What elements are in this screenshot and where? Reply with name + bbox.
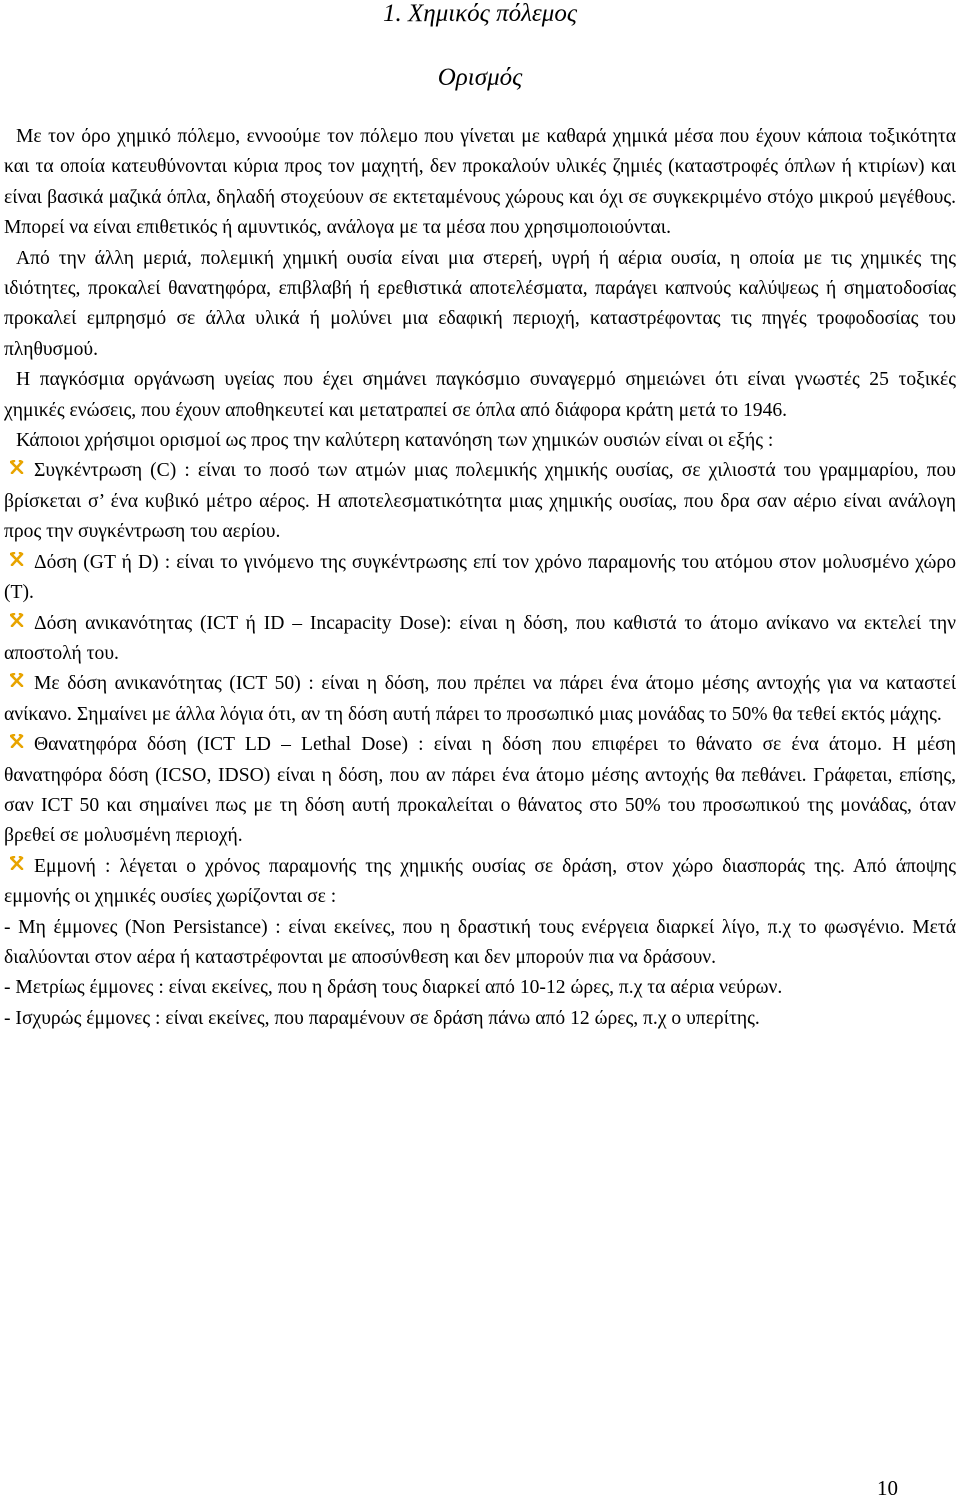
definition-item [4,730,956,852]
chapter-title: 1. Χημικός πόλεμος [383,0,577,27]
paragraph-chemical-agent: Από την άλλη μεριά, πολεμική χημική ουσία είναι μια στερεή, υγρή ή αέρια ουσία, η οποία με τις χημικές της ιδιότητες, προκαλεί θανατηφόρα, επιβλαβή ή ερεθιστικά αποτελέσματα, παράγει καπνούς καλύψεως ή σηματοδοσίας προκαλεί εμπρησμό σε άλλα υλικά ή μολύνει μια εδαφική περιοχή, καταστρέφοντας τις πηγές τροφοδοσίας του πληθυσμού. [4,247,956,360]
definition-text: Δόση ανικανότητας (ICT ή ID – Incapacity Dose): είναι η δόση, που καθιστά το άτομο ανίκανο να εκτελεί την αποστολή του. [4,612,956,664]
definition-text: Δόση (GT ή D) : είναι το γινόμενο της συγκέντρωσης επί τον χρόνο παραμονής του ατόμου στον μολυσμένο χώρο (T). [4,551,956,604]
document-body [4,122,956,1034]
paragraph-definitions-intro: Κάποιοι χρήσιμοι ορισμοί ως προς την καλύτερη κατανόηση των χημικών ουσιών είναι οι εξής : [16,430,774,452]
definition-item [4,609,956,670]
cross-mark-icon [10,460,24,474]
persistence-item: - Ισχυρώς έμμονες : είναι εκείνες, που παραμένουν σε δράση πάνω από 12 ώρες, π.χ ο υπερίτης. [4,1007,760,1029]
persistence-item: - Μη έμμονες (Non Persistance) : είναι εκείνες, που η δραστική τους ενέργεια διαρκεί λίγο, π.χ το φωσγένιο. Μετά διαλύονται στον αέρα ή καταστρέφονται με αποσύνθεση και δεν μπορούν πια να δράσουν. [4,916,956,968]
paragraph-who: Η παγκόσμια οργάνωση υγείας που έχει σημάνει παγκόσμιο συναγερμό σημειώνει ότι είναι γνωστές 25 τοξικές χημικές ενώσεις, που έχουν αποθηκευτεί και μετατραπεί σε όπλα από διάφορα κράτη μετά το 1946. [4,369,956,421]
definition-item [4,669,956,730]
definition-text: Εμμονή : λέγεται ο χρόνος παραμονής της χημικής ουσίας σε δράση, στον χώρο διασποράς της. Από άποψης εμμονής οι χημικές ουσίες χωρίζονται σε : [4,855,956,908]
cross-mark-icon [10,734,24,748]
cross-mark-icon [10,613,24,627]
cross-mark-icon [10,552,24,566]
cross-mark-icon [10,856,24,870]
definition-text: Με δόση ανικανότητας (ICT 50) : είναι η δόση, που πρέπει να πάρει ένα άτομο μέσης αντοχής για να καταστεί ανίκανο. Σημαίνει με άλλα λόγια ότι, αν τη δόση αυτή πάρει το προσωπικό μιας μονάδας το 50% θα τεθεί εκτός μάχης. [4,673,956,725]
cross-mark-icon [10,673,24,687]
persistence-item: - Μετρίως έμμονες : είναι εκείνες, που η δράση τους διαρκεί από 10-12 ώρες, π.χ τα αέρια νεύρων. [4,977,783,999]
definition-item [4,852,956,913]
definition-text: Θανατηφόρα δόση (ICT LD – Lethal Dose) : είναι η δόση που επιφέρει το θάνατο σε ένα άτομο. Η μέση θανατηφόρα δόση (ICSO, IDSO) είναι η δόση, που αν πάρει ένα άτομο μέσης αντοχής θα πεθάνει. Γράφεται, επίσης, σαν ICT 50 και σημαίνει πως με τη δόση αυτή προκαλείται ο θάνατος στο 50% του προσωπικού της μονάδας, όταν βρεθεί σε μολυσμένη περιοχή. [4,734,956,847]
definition-item [4,548,956,609]
paragraph-definition: Με τον όρο χημικό πόλεμο, εννοούμε τον πόλεμο που γίνεται με καθαρά χημικά μέσα που έχουν κάποια τοξικότητα και τα οποία κατευθύνονται κύρια προς τον μαχητή, δεν προκαλούν υλικές ζημιές (καταστροφές όπλων ή κτιρίων) και είναι βασικά μαζικά όπλα, δηλαδή στοχεύουν σε εκτεταμένους χώρους και όχι σε συγκεκριμένο στόχο μικρού μεγέθους. Μπορεί να είναι επιθετικός ή αμυντικός, ανάλογα με τα μέσα που χρησιμοποιούνται. [4,126,956,239]
section-title: Ορισμός [437,64,523,91]
definition-text: Συγκέντρωση (C) : είναι το ποσό των ατμών μιας πολεμικής χημικής ουσίας, σε χιλιοστά του γραμμαρίου, που βρίσκεται σ’ ένα κυβικό μέτρο αέρος. Η αποτελεσματικότητα μιας χημικής ουσίας, που δρα σαν αέριο είναι ανάλογη προς την συγκέντρωση του αερίου. [4,460,956,543]
definition-item [4,456,956,547]
page-number: 10 [877,1476,898,1500]
